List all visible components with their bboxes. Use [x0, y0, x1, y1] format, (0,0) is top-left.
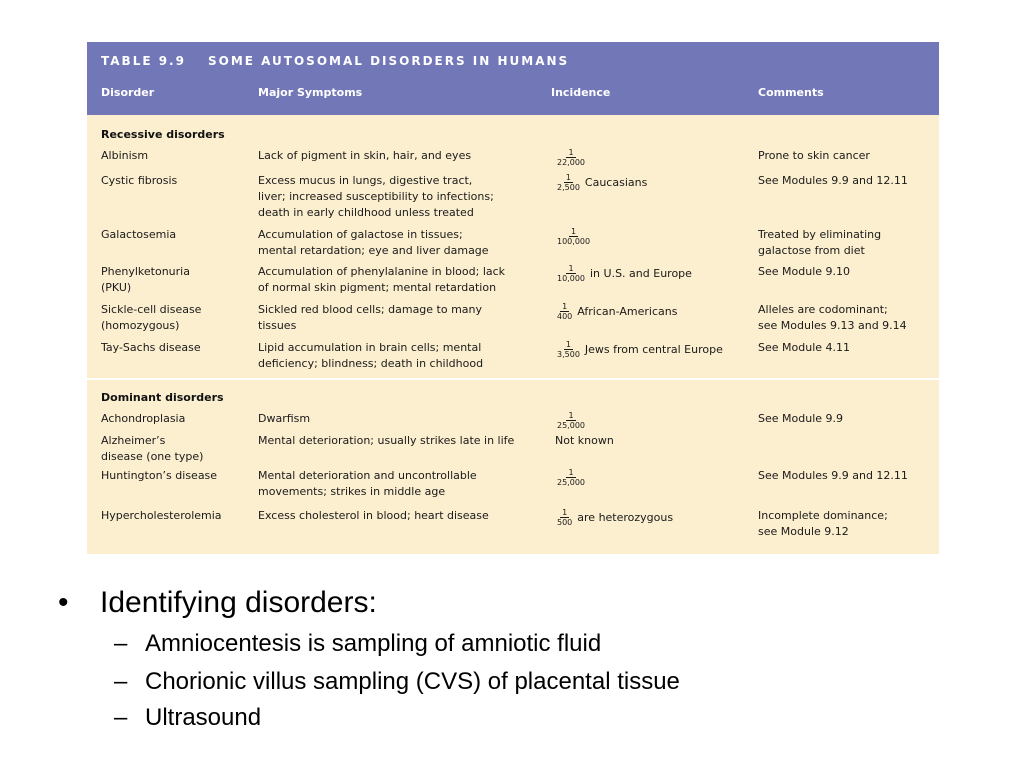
section-title-recessive: Recessive disorders: [101, 128, 225, 141]
column-header-symptoms: Major Symptoms: [258, 86, 363, 99]
comments-cell: See Modules 9.9 and 12.11: [758, 174, 908, 187]
symptoms-cell: Excess mucus in lungs, digestive tract, liver; increased susceptibility to infections; death in early childhood unless treated: [258, 174, 494, 219]
dash-glyph: –: [114, 630, 128, 657]
table-header: [87, 42, 939, 115]
comments-cell: See Module 9.10: [758, 265, 851, 278]
symptoms-cell: Accumulation of galactose in tissues; mental retardation; eye and liver damage: [258, 228, 489, 257]
comments-cell: Incomplete dominance; see Module 9.12: [758, 509, 888, 538]
bullet-glyph: •: [58, 586, 69, 619]
disorder-cell: Sickle-cell disease (homozygous): [101, 303, 202, 332]
incidence-text: Not known: [555, 434, 614, 447]
disorder-cell: Galactosemia: [101, 228, 177, 241]
incidence-cell: [555, 433, 614, 449]
incidence-cell: [555, 468, 590, 487]
fraction-denominator: 22,000: [557, 158, 585, 167]
fraction-denominator: 25,000: [557, 421, 585, 430]
dash-glyph: –: [114, 704, 128, 731]
incidence-fraction: [555, 227, 592, 246]
comments-cell: Prone to skin cancer: [758, 149, 870, 162]
incidence-cell: [555, 148, 590, 167]
disorder-cell: Huntington’s disease: [101, 469, 218, 482]
incidence-cell: [555, 173, 647, 192]
disorder-cell: Albinism: [101, 149, 149, 162]
incidence-fraction: [555, 468, 587, 487]
fraction-denominator: 25,000: [557, 478, 585, 487]
column-header-disorder: Disorder: [101, 86, 155, 99]
incidence-fraction: [555, 173, 582, 192]
incidence-fraction: [555, 302, 574, 321]
comments-cell: Treated by eliminating galactose from diet: [758, 228, 882, 257]
incidence-cell: [555, 411, 590, 430]
incidence-text: Jews from central Europe: [584, 342, 723, 356]
column-header-incidence: Incidence: [551, 86, 611, 99]
fraction-numerator: 1: [562, 302, 568, 311]
fraction-numerator: 1: [568, 264, 574, 273]
incidence-cell: [555, 508, 673, 527]
incidence-fraction: [555, 148, 587, 167]
column-header-comments: Comments: [758, 86, 824, 99]
sub-bullet-text: Chorionic villus sampling (CVS) of placental tissue: [145, 668, 680, 695]
fraction-denominator: 10,000: [557, 274, 585, 283]
symptoms-cell: Dwarfism: [258, 412, 311, 425]
incidence-fraction: [555, 340, 582, 359]
disorder-cell: Achondroplasia: [101, 412, 186, 425]
incidence-fraction: [555, 264, 587, 283]
symptoms-cell: Accumulation of phenylalanine in blood; lack of normal skin pigment; mental retardation: [258, 265, 506, 294]
incidence-fraction: [555, 508, 574, 527]
incidence-text: in U.S. and Europe: [590, 266, 692, 280]
incidence-cell: [555, 340, 723, 359]
incidence-text: Caucasians: [584, 175, 648, 189]
symptoms-cell: Lack of pigment in skin, hair, and eyes: [258, 149, 472, 162]
comments-cell: See Module 9.9: [758, 412, 844, 425]
sub-bullet-text: Amniocentesis is sampling of amniotic fluid: [145, 630, 602, 657]
fraction-denominator: 500: [557, 518, 573, 527]
fraction-numerator: 1: [565, 340, 571, 349]
table-number: TABLE 9.9: [101, 54, 186, 68]
fraction-denominator: 100,000: [557, 237, 591, 246]
fraction-numerator: 1: [571, 227, 577, 236]
section-title-dominant: Dominant disorders: [101, 391, 224, 404]
dash-glyph: –: [114, 668, 128, 695]
fraction-denominator: 400: [557, 312, 573, 321]
disorder-cell: Alzheimer’s disease (one type): [101, 434, 204, 463]
disorders-table: [87, 42, 939, 554]
table-title-text: SOME AUTOSOMAL DISORDERS IN HUMANS: [207, 54, 570, 68]
symptoms-cell: Mental deterioration and uncontrollable movements; strikes in middle age: [258, 469, 477, 498]
symptoms-cell: Lipid accumulation in brain cells; mental deficiency; blindness; death in childhood: [258, 341, 484, 370]
disorder-cell: Cystic fibrosis: [101, 174, 178, 187]
fraction-denominator: 3,500: [557, 350, 580, 359]
section-divider: [87, 378, 939, 380]
fraction-numerator: 1: [568, 411, 574, 420]
comments-cell: See Modules 9.9 and 12.11: [758, 469, 908, 482]
symptoms-cell: Excess cholesterol in blood; heart disease: [258, 509, 489, 522]
incidence-cell: [555, 302, 677, 321]
fraction-numerator: 1: [568, 148, 574, 157]
incidence-text: are heterozygous: [577, 510, 674, 524]
fraction-denominator: 2,500: [557, 183, 580, 192]
incidence-text: African-Americans: [577, 304, 678, 318]
table-title: [101, 54, 569, 68]
fraction-numerator: 1: [565, 173, 571, 182]
comments-cell: Alleles are codominant; see Modules 9.13 and 9.14: [758, 303, 907, 332]
disorder-cell: Hypercholesterolemia: [101, 509, 222, 522]
fraction-numerator: 1: [562, 508, 568, 517]
sub-bullet-text: Ultrasound: [145, 704, 262, 731]
fraction-numerator: 1: [568, 468, 574, 477]
symptoms-cell: Mental deterioration; usually strikes late in life: [258, 434, 515, 447]
disorder-cell: Phenylketonuria (PKU): [101, 265, 190, 294]
incidence-cell: [555, 264, 692, 283]
comments-cell: See Module 4.11: [758, 341, 851, 354]
symptoms-cell: Sickled red blood cells; damage to many tissues: [258, 303, 483, 332]
incidence-cell: [555, 227, 595, 246]
bullet-main-text: Identifying disorders:: [100, 586, 377, 619]
incidence-fraction: [555, 411, 587, 430]
disorder-cell: Tay-Sachs disease: [101, 341, 201, 354]
